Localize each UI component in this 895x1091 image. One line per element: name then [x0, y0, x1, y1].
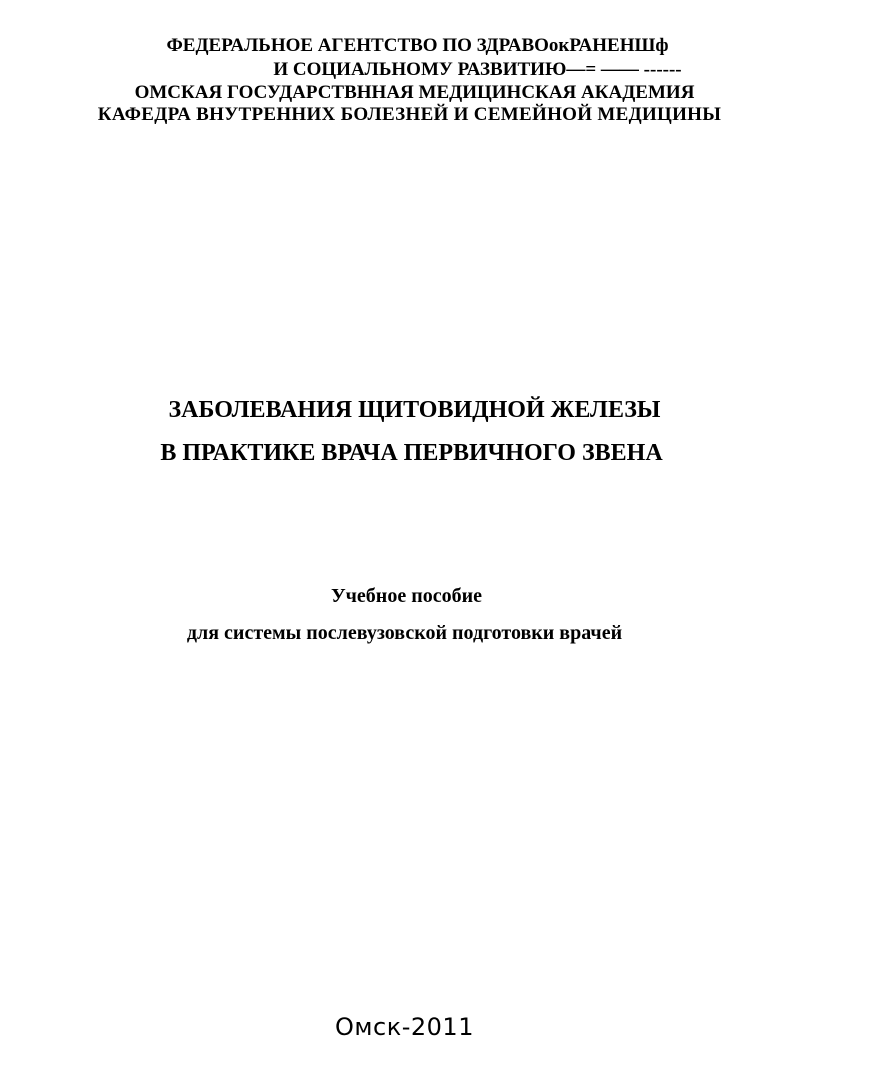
book-title-line-2: В ПРАКТИКЕ ВРАЧА ПЕРВИЧНОГО ЗВЕНА — [160, 440, 663, 466]
book-title-line-1: ЗАБОЛЕВАНИЯ ЩИТОВИДНОЙ ЖЕЛЕЗЫ — [168, 397, 661, 423]
header-agency-line-continued: И СОЦИАЛЬНОМУ РАЗВИТИЮ—= —— ------ — [273, 59, 682, 80]
city-year: Омск-2011 — [335, 1013, 474, 1041]
book-audience: для системы послевузовской подготовки врачей — [186, 622, 623, 644]
header-agency-line: ФЕДЕРАЛЬНОЕ АГЕНТСТВО ПО ЗДРАВОокРАНЕНШф — [166, 35, 669, 56]
header-department-line: КАФЕДРА ВНУТРЕННИХ БОЛЕЗНЕЙ И СЕМЕЙНОЙ МЕДИЦИНЫ — [97, 104, 722, 125]
header-academy-line: ОМСКАЯ ГОСУДАРСТВННАЯ МЕДИЦИНСКАЯ АКАДЕМИЯ — [134, 82, 695, 103]
book-type: Учебное пособие — [330, 585, 483, 607]
